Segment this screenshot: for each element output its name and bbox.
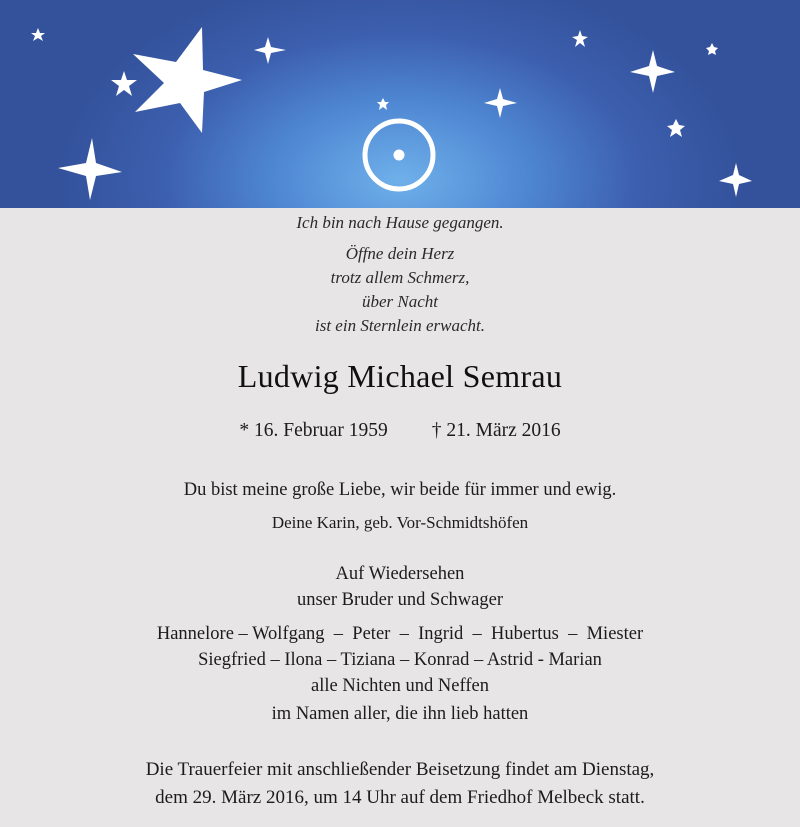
dedication-message: Du bist meine große Liebe, wir beide für immer und ewig. xyxy=(183,480,617,500)
star-icon xyxy=(572,30,588,47)
star-icon xyxy=(719,163,752,197)
funeral-notice-line: Die Trauerfeier mit anschließender Beisetzung findet am Dienstag, xyxy=(145,759,655,780)
star-icon xyxy=(377,98,389,110)
poem-line: ist ein Sternlein erwacht. xyxy=(315,316,485,335)
farewell-line: Auf Wiedersehen xyxy=(335,564,465,584)
star-icon xyxy=(111,71,137,96)
relation-line: unser Bruder und Schwager xyxy=(296,590,503,610)
star-field xyxy=(0,0,800,208)
dedication-signature: Deine Karin, geb. Vor-Schmidtshöfen xyxy=(271,513,529,532)
poem-line: trotz allem Schmerz, xyxy=(330,268,470,287)
birth-date: * 16. Februar 1959 xyxy=(239,420,388,441)
poem-intro: Ich bin nach Hause gegangen. xyxy=(296,213,504,232)
family-names-line: Siegfried – Ilona – Tiziana – Konrad – Astrid - Marian xyxy=(198,650,602,670)
extended-family-line: alle Nichten und Neffen xyxy=(311,676,489,696)
star-icon xyxy=(254,37,286,64)
deceased-name: Ludwig Michael Semrau xyxy=(237,358,563,394)
poem-line: über Nacht xyxy=(361,292,439,311)
starry-night-banner xyxy=(0,0,800,208)
life-dates xyxy=(0,420,800,442)
star-icon xyxy=(58,138,122,200)
star-icon xyxy=(31,28,45,41)
star-icon xyxy=(706,43,718,55)
death-date: † 21. März 2016 xyxy=(431,420,561,441)
funeral-notice-line: dem 29. März 2016, um 14 Uhr auf dem Friedhof Melbeck statt. xyxy=(155,787,645,808)
sun-symbol-icon xyxy=(365,121,433,189)
star-icon xyxy=(133,27,242,133)
star-icon xyxy=(484,88,517,118)
star-icon xyxy=(630,50,675,93)
on-behalf-line: im Namen aller, die ihn lieb hatten xyxy=(271,704,529,724)
family-names-line: Hannelore – Wolfgang – Peter – Ingrid – Hubertus – Miester xyxy=(156,624,644,644)
star-icon xyxy=(667,119,685,137)
poem-line: Öffne dein Herz xyxy=(345,244,455,263)
